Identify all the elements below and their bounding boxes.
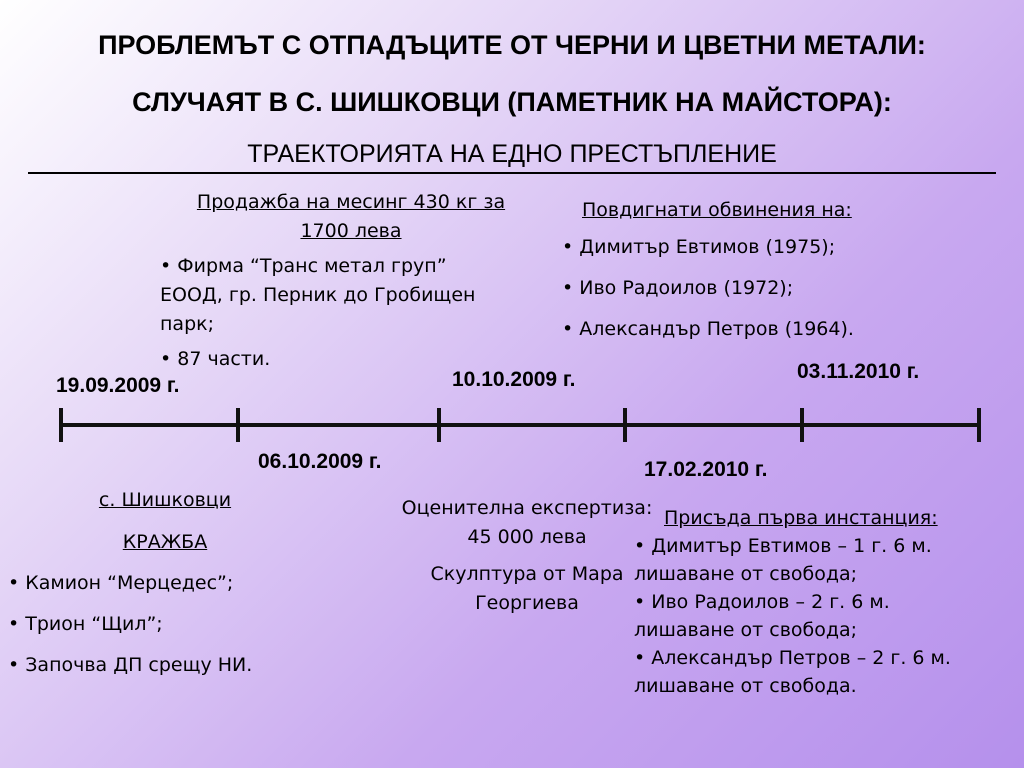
verdict-line-2: лишаване от свобода; — [634, 563, 858, 585]
timeline-tick-5 — [800, 408, 804, 442]
expertise-line2: 45 000 лева — [467, 526, 587, 548]
timeline-tick-2 — [236, 408, 240, 442]
expertise-line1: Оценителна експертиза: — [401, 497, 653, 519]
verdict-heading: Присъда първа инстанция: — [664, 507, 938, 529]
timeline-tick-3 — [437, 408, 441, 442]
theft-place: с. Шишковци — [98, 489, 232, 511]
date-10-10-2009: 10.10.2009 г. — [452, 368, 576, 391]
event-theft-block — [8, 486, 328, 680]
charges-bullet-1: • Димитър Евтимов (1975); — [562, 236, 836, 258]
date-03-11-2010: 03.11.2010 г. — [797, 360, 920, 383]
theft-bullet-3: • Започва ДП срещу НИ. — [8, 654, 253, 676]
charges-bullet-2: • Иво Радоилов (1972); — [562, 277, 794, 299]
timeline-tick-4 — [623, 408, 627, 442]
sale-heading-line2: 1700 лева — [300, 220, 402, 242]
theft-bullet-2: • Трион “Щил”; — [8, 613, 163, 635]
charges-heading: Повдигнати обвинения на: — [582, 199, 852, 221]
verdict-line-5: • Александър Петров – 2 г. 6 м. — [634, 647, 951, 669]
sale-bullet-1-line1: • Фирма “Транс метал груп” — [160, 255, 447, 277]
sale-bullet-1-line2: ЕООД, гр. Перник до Гробищен — [160, 284, 476, 306]
event-verdict-block — [634, 504, 1018, 700]
verdict-line-6: лишаване от свобода. — [634, 675, 857, 697]
slide-title-line1: ПРОБЛЕМЪТ С ОТПАДЪЦИТЕ ОТ ЧЕРНИ И ЦВЕТНИ МЕТАЛИ: — [98, 30, 926, 60]
title-divider — [28, 172, 996, 174]
date-06-10-2009: 06.10.2009 г. — [258, 450, 382, 473]
event-expertise-block — [380, 494, 674, 618]
slide-subtitle: ТРАЕКТОРИЯТА НА ЕДНО ПРЕСТЪПЛЕНИЕ — [247, 140, 777, 168]
event-charges-block — [562, 196, 1002, 344]
date-19-09-2009: 19.09.2009 г. — [56, 374, 180, 397]
theft-bullet-1: • Камион “Мерцедес”; — [8, 572, 234, 594]
date-17-02-2010: 17.02.2010 г. — [644, 458, 768, 481]
timeline-tick-6 — [977, 408, 981, 442]
sale-heading-line1: Продажба на месинг 430 кг за — [196, 191, 506, 213]
timeline-line — [60, 423, 980, 427]
expertise-line4: Георгиева — [475, 592, 579, 614]
verdict-line-1: • Димитър Евтимов – 1 г. 6 м. — [634, 535, 932, 557]
slide-title-line2: СЛУЧАЯТ В С. ШИШКОВЦИ (ПАМЕТНИК НА МАЙСТОРА): — [132, 87, 892, 117]
sale-bullet-1-line3: парк; — [160, 313, 215, 335]
timeline-tick-1 — [59, 408, 63, 442]
verdict-line-3: • Иво Радоилов – 2 г. 6 м. — [634, 591, 890, 613]
event-sale-block — [160, 188, 542, 374]
expertise-line3: Скулптура от Мара — [430, 563, 624, 585]
sale-bullet-2: • 87 части. — [160, 348, 271, 370]
charges-bullet-3: • Александър Петров (1964). — [562, 318, 854, 340]
verdict-line-4: лишаване от свобода; — [634, 619, 858, 641]
theft-heading: КРАЖБА — [122, 531, 208, 553]
